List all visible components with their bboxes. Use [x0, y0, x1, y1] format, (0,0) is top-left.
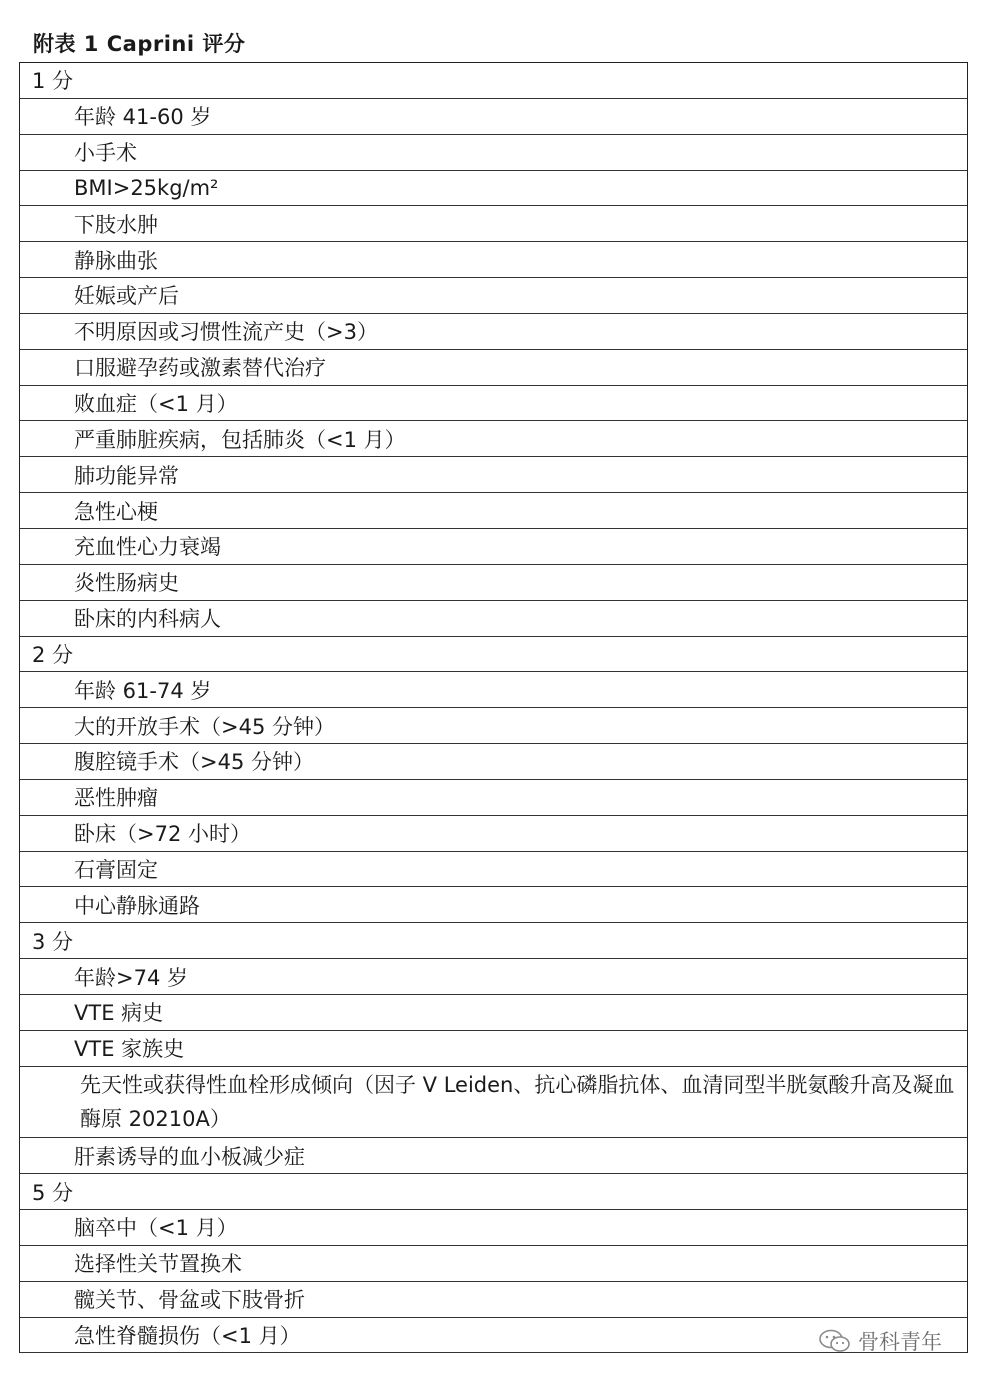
table-row: 卧床的内科病人 — [20, 601, 967, 637]
table-row: 髋关节、骨盆或下肢骨折 — [20, 1282, 967, 1318]
section-header-3-points: 3 分 — [20, 923, 967, 959]
table-row: 严重肺脏疾病，包括肺炎（<1 月） — [20, 421, 967, 457]
table-row: VTE 病史 — [20, 995, 967, 1031]
table-row: 中心静脉通路 — [20, 887, 967, 923]
section-header-2-points: 2 分 — [20, 637, 967, 673]
table-row: 充血性心力衰竭 — [20, 529, 967, 565]
table-row: 年龄>74 岁 — [20, 959, 967, 995]
table-row: BMI>25kg/m² — [20, 171, 967, 207]
table-row: 肺功能异常 — [20, 457, 967, 493]
table-row-multiline — [20, 1067, 967, 1139]
table-row: 不明原因或习惯性流产史（>3） — [20, 314, 967, 350]
table-row-text: 先天性或获得性血栓形成倾向（因子 V Leiden、抗心磷脂抗体、血清同型半胱氨酸升高及凝血酶原 20210A） — [80, 1072, 955, 1131]
table-row: 石膏固定 — [20, 852, 967, 888]
table-row: 选择性关节置换术 — [20, 1246, 967, 1282]
section-header-5-points: 5 分 — [20, 1174, 967, 1210]
table-row: 妊娠或产后 — [20, 278, 967, 314]
caprini-score-table — [19, 62, 968, 1353]
table-row: VTE 家族史 — [20, 1031, 967, 1067]
table-row: 腹腔镜手术（>45 分钟） — [20, 744, 967, 780]
table-row: 下肢水肿 — [20, 206, 967, 242]
wechat-icon — [818, 1329, 852, 1353]
table-row: 肝素诱导的血小板减少症 — [20, 1138, 967, 1174]
section-header-1-point: 1 分 — [20, 63, 967, 99]
table-row: 败血症（<1 月） — [20, 386, 967, 422]
table-row: 年龄 61-74 岁 — [20, 672, 967, 708]
watermark-text: 骨科青年 — [858, 1330, 942, 1354]
table-row: 炎性肠病史 — [20, 565, 967, 601]
table-row: 卧床（>72 小时） — [20, 816, 967, 852]
table-row: 恶性肿瘤 — [20, 780, 967, 816]
table-row: 脑卒中（<1 月） — [20, 1210, 967, 1246]
table-caption: 附表 1 Caprini 评分 — [33, 32, 246, 56]
table-row: 口服避孕药或激素替代治疗 — [20, 350, 967, 386]
table-row: 小手术 — [20, 135, 967, 171]
table-row: 大的开放手术（>45 分钟） — [20, 708, 967, 744]
watermark — [818, 1326, 942, 1356]
table-row: 急性脊髓损伤（<1 月） — [20, 1318, 967, 1354]
table-row: 年龄 41-60 岁 — [20, 99, 967, 135]
table-row: 静脉曲张 — [20, 242, 967, 278]
table-row: 急性心梗 — [20, 493, 967, 529]
